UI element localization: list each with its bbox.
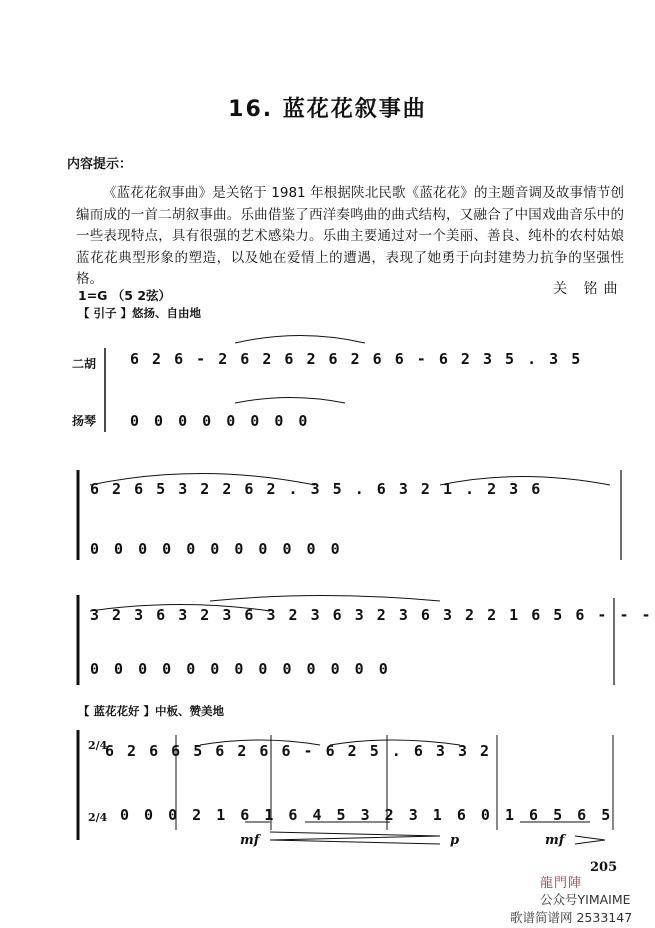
intro-text: 《蓝花花叙事曲》是关铭于 1981 年根据陕北民歌《蓝花花》的主题音调及故事情节创编而成的一首二胡叙事曲。乐曲借鉴了西洋奏鸣曲的曲式结构，又融合了中国戏曲音乐中的一些表现特点，具有很强的艺术感染力。乐曲主要通过对一个美丽、善良、纯朴的农村姑娘蓝花花典型形象的塑造，以及她在爱情上的遭遇，表现了她勇于向封建势力抗争的坚强性格。 [76, 185, 624, 287]
score-row-4-erhu: 6 2 6 6 5 6 2 6 6 - 6 2 5 . 6 3 3 2 [105, 742, 490, 760]
score-row-1-yangqin: 0 0 0 0 0 0 0 0 [130, 412, 308, 430]
score-row-1-erhu: 6 2 6 - 2 6 2 6 2 6 2 6 6 - 6 2 3 5 . 3 5 [130, 350, 581, 368]
instrument-yangqin: 扬琴 [72, 414, 97, 428]
intro-label: 内容提示： [67, 157, 133, 172]
instrument-erhu: 二胡 [72, 357, 97, 371]
score-row-2-erhu: 6 2 6 5 3 2 2 6 2 . 3 5 . 6 3 2 1 . 2 3 6 [90, 480, 541, 498]
score-row-3-erhu: 3 2 3 6 3 2 3 6 3 2 3 6 3 2 3 6 3 2 2 1 6 5 6 - - - [90, 606, 651, 624]
key-signature: 1=G （5 2弦） [78, 288, 172, 303]
watermark-site: 公众号YIMAIME [540, 892, 631, 907]
time-signature-bottom: 2/4 [88, 811, 108, 824]
dynamic-mf-2: mf [545, 833, 565, 848]
page-number: 205 [590, 860, 618, 875]
page-title: 16. 蓝花花叙事曲 [228, 97, 427, 122]
section-intro-label: 【 引子 】悠扬、自由地 [78, 306, 202, 320]
time-signature-top: 2/4 [88, 739, 108, 752]
dynamic-mf-1: mf [240, 833, 260, 848]
score-row-2-yangqin: 0 0 0 0 0 0 0 0 0 0 0 [90, 540, 340, 558]
score-row-3-yangqin: 0 0 0 0 0 0 0 0 0 0 0 0 0 [90, 660, 388, 678]
dynamic-p: p [450, 833, 460, 848]
section-main-label: 【 蓝花花好 】中板、赞美地 [78, 704, 225, 718]
watermark-brand: 龍門陣 [540, 876, 583, 891]
score-row-4-yangqin: 0 0 0 2 1 6 1 6 4 5 3 2 3 1 6 0 1 6 5 6 5 [120, 806, 611, 824]
composer: 关 铭曲 [553, 281, 624, 297]
watermark-footer: 歌谱简谱网 2533147 [510, 910, 633, 925]
